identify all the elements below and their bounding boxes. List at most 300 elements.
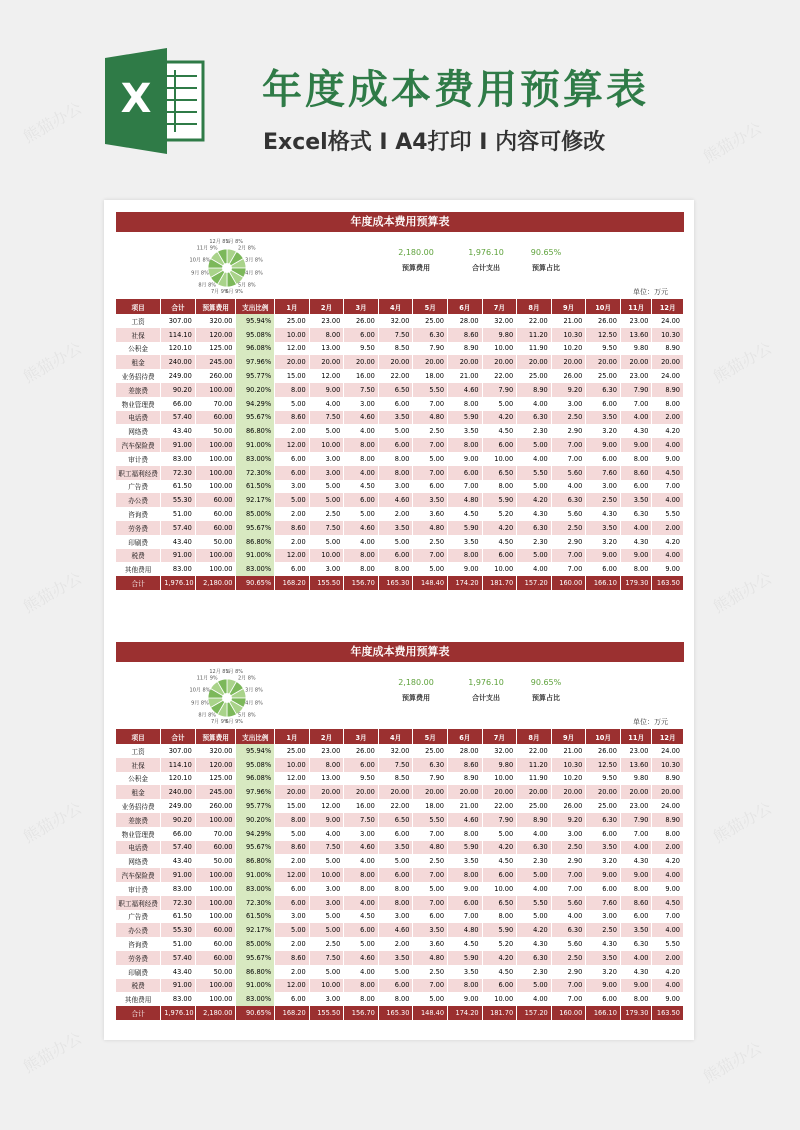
total-cell: 163.50 xyxy=(652,1006,684,1020)
table-cell: 96.08% xyxy=(236,342,275,356)
table-cell: 20.00 xyxy=(517,785,552,799)
total-cell: 90.65% xyxy=(236,1006,275,1020)
column-header: 8月 xyxy=(517,729,552,744)
table-cell: 6.00 xyxy=(275,882,310,896)
column-header: 9月 xyxy=(551,729,586,744)
table-cell: 3.50 xyxy=(378,521,413,535)
column-header: 项目 xyxy=(116,729,161,744)
table-cell: 114.10 xyxy=(161,328,196,342)
table-cell: 120.10 xyxy=(161,772,196,786)
table-cell: 4.80 xyxy=(448,493,483,507)
table-cell: 7.00 xyxy=(551,549,586,563)
table-cell: 4.00 xyxy=(551,910,586,924)
table-cell: 100.00 xyxy=(195,452,236,466)
table-cell: 7.00 xyxy=(551,882,586,896)
table-cell: 70.00 xyxy=(195,397,236,411)
table-cell: 2.30 xyxy=(517,424,552,438)
summary-value: 2,180.00 xyxy=(398,248,434,257)
table-cell: 6.00 xyxy=(482,549,517,563)
table-cell: 86.80% xyxy=(236,424,275,438)
table-row xyxy=(116,355,684,369)
pie-label: 12月 8% xyxy=(209,238,231,245)
table-cell: 4.00 xyxy=(620,521,652,535)
table-cell: 83.00 xyxy=(161,882,196,896)
table-cell: 4.50 xyxy=(482,535,517,549)
table-cell: 3.00 xyxy=(309,882,344,896)
table-cell: 7.00 xyxy=(551,438,586,452)
table-cell: 物业管理费 xyxy=(116,827,161,841)
summary-value: 2,180.00 xyxy=(398,678,434,687)
table-cell: 7.00 xyxy=(551,452,586,466)
table-cell: 61.50 xyxy=(161,910,196,924)
table-cell: 4.00 xyxy=(517,562,552,576)
summary-value: 90.65% xyxy=(530,248,562,257)
total-cell: 合计 xyxy=(116,1006,161,1020)
table-cell: 8.90 xyxy=(652,342,684,356)
table-cell: 2.30 xyxy=(517,535,552,549)
table-cell: 5.60 xyxy=(551,937,586,951)
table-cell: 2.00 xyxy=(378,507,413,521)
table-cell: 8.00 xyxy=(482,910,517,924)
table-cell: 6.00 xyxy=(378,438,413,452)
table-cell: 43.40 xyxy=(161,965,196,979)
table-cell: 8.60 xyxy=(448,328,483,342)
table-cell: 5.50 xyxy=(413,383,448,397)
total-cell: 148.40 xyxy=(413,576,448,590)
column-header: 3月 xyxy=(344,299,379,314)
table-cell: 91.00% xyxy=(236,549,275,563)
table-cell: 咨询费 xyxy=(116,507,161,521)
table-row xyxy=(116,758,684,772)
table-cell: 7.50 xyxy=(378,328,413,342)
summary-value: 1,976.10 xyxy=(468,248,504,257)
table-cell: 7.00 xyxy=(551,992,586,1006)
table-cell: 26.00 xyxy=(344,314,379,328)
table-cell: 25.00 xyxy=(413,744,448,758)
table-cell: 审计费 xyxy=(116,452,161,466)
table-cell: 95.08% xyxy=(236,758,275,772)
table-cell: 8.00 xyxy=(378,562,413,576)
table-row xyxy=(116,772,684,786)
sheet-1 xyxy=(116,212,684,590)
table-cell: 60.00 xyxy=(195,937,236,951)
table-cell: 249.00 xyxy=(161,799,196,813)
pie-label: 5月 8% xyxy=(237,282,256,289)
table-cell: 55.30 xyxy=(161,493,196,507)
table-cell: 8.60 xyxy=(275,841,310,855)
table-cell: 4.50 xyxy=(482,965,517,979)
table-cell: 6.00 xyxy=(413,480,448,494)
table-cell: 4.00 xyxy=(652,493,684,507)
table-cell: 4.50 xyxy=(652,896,684,910)
table-cell: 2.50 xyxy=(551,411,586,425)
summary-area xyxy=(116,232,684,299)
watermark: 熊猫办公 xyxy=(20,1028,85,1077)
table-row xyxy=(116,411,684,425)
table-row xyxy=(116,383,684,397)
table-cell: 办公费 xyxy=(116,923,161,937)
table-cell: 57.40 xyxy=(161,841,196,855)
table-row xyxy=(116,369,684,383)
table-cell: 4.60 xyxy=(344,951,379,965)
table-cell: 9.00 xyxy=(620,868,652,882)
column-header: 2月 xyxy=(309,729,344,744)
table-cell: 网络费 xyxy=(116,424,161,438)
column-header: 2月 xyxy=(309,299,344,314)
table-cell: 5.00 xyxy=(309,965,344,979)
table-cell: 9.50 xyxy=(586,772,621,786)
total-cell: 166.10 xyxy=(586,576,621,590)
table-cell: 100.00 xyxy=(195,549,236,563)
table-cell: 8.00 xyxy=(448,438,483,452)
table-cell: 249.00 xyxy=(161,369,196,383)
table-cell: 4.00 xyxy=(344,854,379,868)
table-cell: 3.00 xyxy=(551,827,586,841)
table-cell: 6.00 xyxy=(275,452,310,466)
table-cell: 5.90 xyxy=(448,521,483,535)
table-cell: 20.00 xyxy=(652,785,684,799)
column-header: 支出比例 xyxy=(236,299,275,314)
column-header: 3月 xyxy=(344,729,379,744)
table-cell: 97.96% xyxy=(236,785,275,799)
table-cell: 6.00 xyxy=(586,397,621,411)
table-cell: 125.00 xyxy=(195,342,236,356)
pie-label: 8月 8% xyxy=(198,282,217,289)
table-row xyxy=(116,882,684,896)
table-cell: 55.30 xyxy=(161,923,196,937)
column-header: 11月 xyxy=(620,729,652,744)
column-header: 5月 xyxy=(413,729,448,744)
table-cell: 10.00 xyxy=(309,549,344,563)
table-cell: 5.50 xyxy=(517,466,552,480)
table-cell: 5.00 xyxy=(309,923,344,937)
column-header: 1月 xyxy=(275,729,310,744)
table-cell: 5.00 xyxy=(517,910,552,924)
table-cell: 7.50 xyxy=(378,758,413,772)
table-cell: 2.50 xyxy=(551,521,586,535)
table-cell: 2.00 xyxy=(652,411,684,425)
summary-label: 预算费用 xyxy=(402,694,430,702)
table-header-row xyxy=(116,299,684,314)
table-cell: 8.00 xyxy=(448,979,483,993)
pie-label: 10月 8% xyxy=(189,257,211,264)
table-cell: 83.00% xyxy=(236,992,275,1006)
table-cell: 8.00 xyxy=(378,466,413,480)
table-cell: 9.00 xyxy=(448,562,483,576)
table-cell: 3.00 xyxy=(309,562,344,576)
table-cell: 6.00 xyxy=(586,827,621,841)
watermark: 熊猫办公 xyxy=(20,338,85,387)
table-cell: 广告费 xyxy=(116,480,161,494)
sheet-title: 年度成本费用预算表 xyxy=(116,642,684,662)
table-cell: 83.00% xyxy=(236,452,275,466)
pie-label: 6月 9% xyxy=(225,719,244,726)
table-row xyxy=(116,466,684,480)
table-cell: 6.00 xyxy=(344,493,379,507)
table-cell: 100.00 xyxy=(195,882,236,896)
table-cell: 3.20 xyxy=(586,424,621,438)
table-cell: 26.00 xyxy=(586,314,621,328)
table-cell: 2.00 xyxy=(275,424,310,438)
table-cell: 114.10 xyxy=(161,758,196,772)
summary-area xyxy=(116,662,684,729)
table-cell: 汽车保险费 xyxy=(116,438,161,452)
table-cell: 5.00 xyxy=(517,868,552,882)
sheet-2 xyxy=(116,642,684,1020)
table-cell: 6.00 xyxy=(378,549,413,563)
summary-value: 1,976.10 xyxy=(468,678,504,687)
table-cell: 5.90 xyxy=(448,411,483,425)
table-cell: 60.00 xyxy=(195,521,236,535)
table-cell: 6.30 xyxy=(620,507,652,521)
table-cell: 6.30 xyxy=(517,521,552,535)
table-cell: 4.00 xyxy=(309,397,344,411)
sheet-title: 年度成本费用预算表 xyxy=(116,212,684,232)
table-cell: 60.00 xyxy=(195,493,236,507)
table-cell: 3.00 xyxy=(378,910,413,924)
table-cell: 60.00 xyxy=(195,507,236,521)
table-cell: 83.00 xyxy=(161,992,196,1006)
total-cell: 148.40 xyxy=(413,1006,448,1020)
table-cell: 20.00 xyxy=(448,355,483,369)
column-header: 12月 xyxy=(652,729,684,744)
summary-label: 预算占比 xyxy=(532,694,560,702)
table-cell: 12.00 xyxy=(275,438,310,452)
table-cell: 4.20 xyxy=(652,535,684,549)
summary-item xyxy=(376,678,456,703)
table-cell: 10.00 xyxy=(482,772,517,786)
table-cell: 2.00 xyxy=(275,965,310,979)
table-cell: 5.00 xyxy=(378,424,413,438)
pie-label: 2月 8% xyxy=(237,245,256,252)
table-cell: 21.00 xyxy=(448,799,483,813)
table-cell: 24.00 xyxy=(652,369,684,383)
total-cell: 160.00 xyxy=(551,1006,586,1020)
table-cell: 5.00 xyxy=(517,979,552,993)
table-cell: 85.00% xyxy=(236,507,275,521)
table-cell: 2.00 xyxy=(378,937,413,951)
table-cell: 100.00 xyxy=(195,910,236,924)
table-cell: 32.00 xyxy=(378,744,413,758)
table-cell: 4.30 xyxy=(517,937,552,951)
column-header: 8月 xyxy=(517,299,552,314)
table-cell: 10.00 xyxy=(482,882,517,896)
table-cell: 10.30 xyxy=(551,328,586,342)
table-cell: 4.20 xyxy=(652,854,684,868)
summary-label: 合计支出 xyxy=(472,264,500,272)
table-cell: 95.67% xyxy=(236,411,275,425)
table-cell: 12.00 xyxy=(275,868,310,882)
table-cell: 320.00 xyxy=(195,744,236,758)
table-cell: 7.90 xyxy=(620,813,652,827)
column-header: 支出比例 xyxy=(236,729,275,744)
table-cell: 社保 xyxy=(116,328,161,342)
table-cell: 4.30 xyxy=(620,424,652,438)
table-cell: 8.00 xyxy=(620,992,652,1006)
summary-item xyxy=(376,248,456,273)
table-cell: 26.00 xyxy=(551,369,586,383)
table-row xyxy=(116,507,684,521)
total-cell: 174.20 xyxy=(448,1006,483,1020)
table-cell: 4.20 xyxy=(517,493,552,507)
pie-chart xyxy=(186,665,268,727)
table-cell: 4.20 xyxy=(652,965,684,979)
table-cell: 20.00 xyxy=(378,355,413,369)
table-cell: 业务招待费 xyxy=(116,369,161,383)
table-cell: 10.00 xyxy=(309,979,344,993)
total-cell: 181.70 xyxy=(482,576,517,590)
table-cell: 3.50 xyxy=(448,424,483,438)
column-header: 7月 xyxy=(482,299,517,314)
summary-label: 合计支出 xyxy=(472,694,500,702)
pie-label: 6月 9% xyxy=(225,289,244,296)
table-cell: 51.00 xyxy=(161,937,196,951)
table-cell: 咨询费 xyxy=(116,937,161,951)
table-cell: 260.00 xyxy=(195,369,236,383)
table-cell: 125.00 xyxy=(195,772,236,786)
table-cell: 8.00 xyxy=(344,438,379,452)
table-cell: 5.00 xyxy=(275,397,310,411)
table-cell: 税费 xyxy=(116,979,161,993)
table-cell: 16.00 xyxy=(344,799,379,813)
table-cell: 26.00 xyxy=(551,799,586,813)
table-cell: 7.00 xyxy=(413,827,448,841)
table-cell: 4.20 xyxy=(517,923,552,937)
table-row xyxy=(116,480,684,494)
table-cell: 汽车保险费 xyxy=(116,868,161,882)
table-cell: 23.00 xyxy=(620,369,652,383)
table-cell: 8.90 xyxy=(652,772,684,786)
table-cell: 4.00 xyxy=(652,438,684,452)
table-cell: 2.50 xyxy=(413,965,448,979)
table-cell: 6.00 xyxy=(586,452,621,466)
table-cell: 57.40 xyxy=(161,951,196,965)
table-cell: 5.00 xyxy=(309,424,344,438)
table-cell: 25.00 xyxy=(275,314,310,328)
table-cell: 9.00 xyxy=(586,979,621,993)
table-cell: 13.60 xyxy=(620,328,652,342)
pie-label: 4月 8% xyxy=(245,270,263,277)
table-cell: 4.80 xyxy=(413,411,448,425)
table-cell: 72.30% xyxy=(236,896,275,910)
table-cell: 6.00 xyxy=(482,868,517,882)
table-cell: 6.00 xyxy=(275,896,310,910)
table-row xyxy=(116,744,684,758)
total-cell: 156.70 xyxy=(344,1006,379,1020)
table-cell: 4.20 xyxy=(482,841,517,855)
table-cell: 96.08% xyxy=(236,772,275,786)
table-cell: 94.29% xyxy=(236,397,275,411)
table-cell: 9.00 xyxy=(652,562,684,576)
table-cell: 4.00 xyxy=(652,979,684,993)
table-cell: 9.00 xyxy=(620,979,652,993)
column-header: 4月 xyxy=(378,729,413,744)
table-cell: 60.00 xyxy=(195,411,236,425)
pie-label: 9月 8% xyxy=(191,270,209,277)
table-cell: 8.00 xyxy=(275,383,310,397)
table-cell: 57.40 xyxy=(161,521,196,535)
table-cell: 11.20 xyxy=(517,328,552,342)
table-cell: 20.00 xyxy=(551,355,586,369)
table-cell: 120.00 xyxy=(195,758,236,772)
table-cell: 7.00 xyxy=(413,438,448,452)
table-cell: 5.20 xyxy=(482,507,517,521)
table-cell: 60.00 xyxy=(195,951,236,965)
table-cell: 9.00 xyxy=(309,383,344,397)
table-cell: 20.00 xyxy=(275,355,310,369)
table-cell: 公积金 xyxy=(116,772,161,786)
table-cell: 4.80 xyxy=(413,521,448,535)
table-cell: 8.00 xyxy=(309,328,344,342)
table-cell: 6.00 xyxy=(482,438,517,452)
summary-label: 预算费用 xyxy=(402,264,430,272)
table-cell: 5.90 xyxy=(448,841,483,855)
table-cell: 8.00 xyxy=(344,562,379,576)
table-cell: 电话费 xyxy=(116,411,161,425)
table-cell: 6.00 xyxy=(413,910,448,924)
total-cell: 1,976.10 xyxy=(161,1006,196,1020)
pie-label: 7月 9% xyxy=(210,289,229,296)
table-cell: 办公费 xyxy=(116,493,161,507)
total-cell: 166.10 xyxy=(586,1006,621,1020)
table-cell: 20.00 xyxy=(309,785,344,799)
table-cell: 6.00 xyxy=(275,562,310,576)
table-cell: 6.30 xyxy=(586,813,621,827)
table-cell: 5.20 xyxy=(482,937,517,951)
table-row xyxy=(116,813,684,827)
table-cell: 5.00 xyxy=(275,827,310,841)
table-cell: 10.00 xyxy=(275,328,310,342)
total-cell: 156.70 xyxy=(344,576,379,590)
table-cell: 业务招待费 xyxy=(116,799,161,813)
table-cell: 7.00 xyxy=(448,910,483,924)
table-cell: 2.00 xyxy=(652,841,684,855)
table-cell: 7.90 xyxy=(620,383,652,397)
table-cell: 120.00 xyxy=(195,328,236,342)
table-cell: 22.00 xyxy=(378,799,413,813)
page-subtitle: Excel格式 I A4打印 I 内容可修改 xyxy=(263,130,606,155)
table-cell: 2.30 xyxy=(517,854,552,868)
table-cell: 32.00 xyxy=(482,744,517,758)
table-cell: 91.00 xyxy=(161,438,196,452)
table-cell: 28.00 xyxy=(448,744,483,758)
table-cell: 12.50 xyxy=(586,328,621,342)
table-cell: 8.00 xyxy=(448,549,483,563)
pie-label: 4月 8% xyxy=(245,700,263,707)
table-cell: 7.00 xyxy=(551,979,586,993)
table-cell: 3.50 xyxy=(586,521,621,535)
table-cell: 20.00 xyxy=(448,785,483,799)
table-cell: 10.30 xyxy=(652,328,684,342)
table-cell: 4.00 xyxy=(344,424,379,438)
table-cell: 3.00 xyxy=(344,827,379,841)
total-cell: 157.20 xyxy=(517,1006,552,1020)
table-cell: 5.00 xyxy=(517,438,552,452)
table-cell: 其他费用 xyxy=(116,992,161,1006)
table-cell: 8.00 xyxy=(344,882,379,896)
table-cell: 8.00 xyxy=(620,452,652,466)
total-cell: 165.30 xyxy=(378,576,413,590)
table-cell: 24.00 xyxy=(652,744,684,758)
column-header: 预算费用 xyxy=(195,299,236,314)
table-cell: 24.00 xyxy=(652,314,684,328)
table-cell: 7.90 xyxy=(482,813,517,827)
table-cell: 8.90 xyxy=(652,383,684,397)
table-cell: 6.30 xyxy=(517,951,552,965)
watermark: 熊猫办公 xyxy=(700,118,765,167)
table-cell: 86.80% xyxy=(236,854,275,868)
table-cell: 7.50 xyxy=(344,383,379,397)
